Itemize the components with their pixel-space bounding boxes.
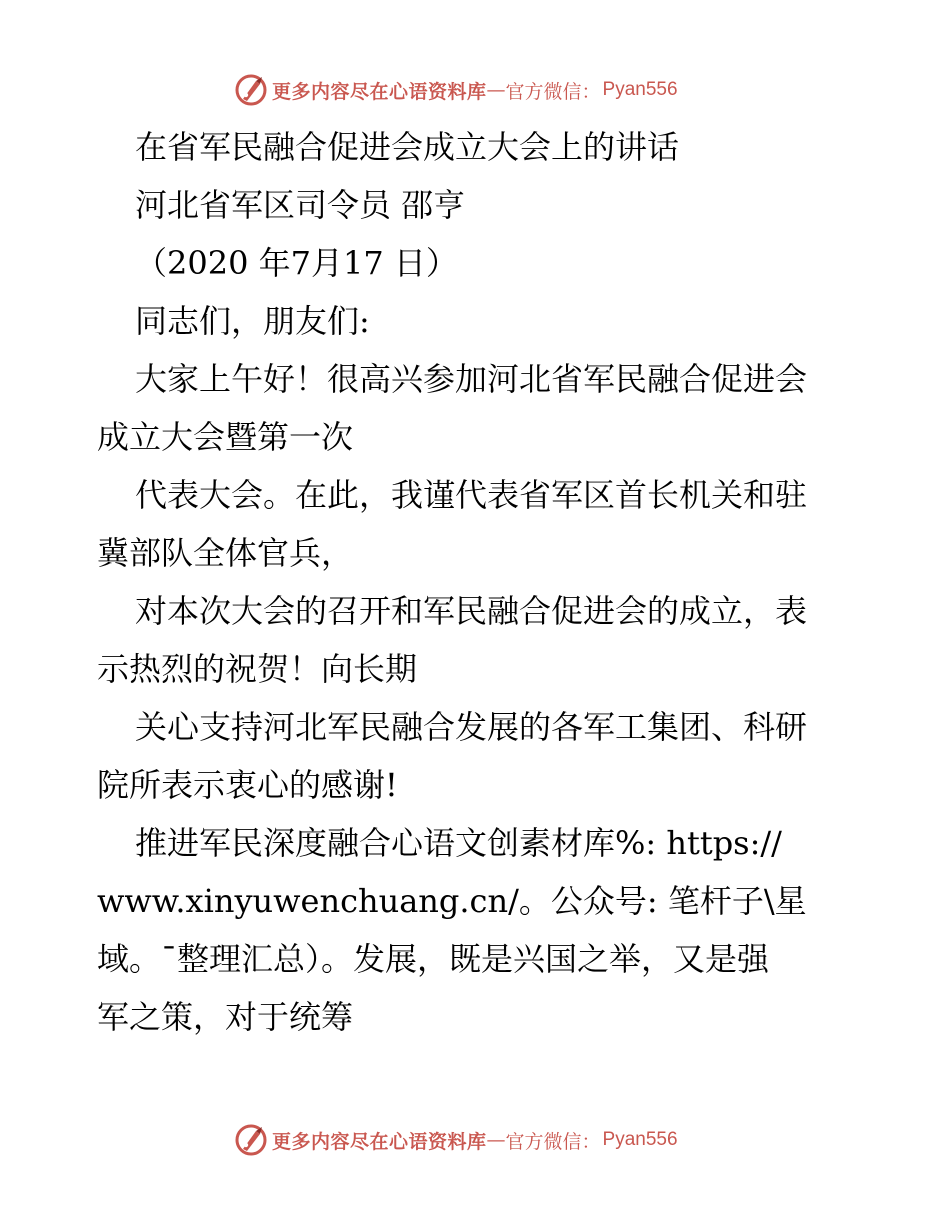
- body-line: 代表大会。在此，我谨代表省军区首长机关和驻: [135, 476, 808, 514]
- body-line: 冀部队全体官兵，: [97, 534, 354, 572]
- header-banner[interactable]: [234, 73, 678, 107]
- body-line: 推进军民深度融合心语文创素材库%: https://: [135, 824, 782, 862]
- document-date: （2020 年7月17 日）: [135, 244, 458, 282]
- body-line: 关心支持河北军民融合发展的各军工集团、科研: [135, 708, 808, 746]
- body-line: 成立大会暨第一次: [97, 418, 354, 456]
- banner-slogan: 更多内容尽在心语资料库: [272, 1130, 487, 1153]
- banner-wechat-id: Pyan556: [602, 1129, 678, 1150]
- body-line: 院所表示衷心的感谢!: [97, 766, 398, 804]
- quill-logo-icon: [234, 73, 268, 107]
- body-line: 军之策，对于统筹: [97, 998, 354, 1036]
- body-line: 大家上午好！很高兴参加河北省军民融合促进会: [135, 360, 808, 398]
- body-line: 域。¯整理汇总）。发展，既是兴国之举，又是强: [97, 940, 770, 978]
- footer-banner[interactable]: [234, 1123, 678, 1157]
- banner-wechat-label: 官方微信：: [505, 1130, 601, 1153]
- banner-slogan: 更多内容尽在心语资料库: [272, 80, 487, 103]
- body-line: 示热烈的祝贺！向长期: [97, 650, 418, 688]
- body-line: 对本次大会的召开和军民融合促进会的成立，表: [135, 592, 808, 630]
- banner-separator: —: [486, 1129, 506, 1151]
- banner-wechat-id: Pyan556: [602, 79, 678, 100]
- salutation: 同志们，朋友们:: [135, 302, 370, 340]
- banner-wechat-label: 官方微信：: [505, 80, 601, 103]
- quill-logo-icon: [234, 1123, 268, 1157]
- document-body: [97, 118, 857, 1046]
- document-author: 河北省军区司令员 邵亨: [135, 186, 466, 224]
- document-title: 在省军民融合促进会成立大会上的讲话: [135, 128, 680, 166]
- body-line: www.xinyuwenchuang.cn/。公众号: 笔杆子\星: [97, 882, 807, 920]
- banner-separator: —: [486, 79, 506, 101]
